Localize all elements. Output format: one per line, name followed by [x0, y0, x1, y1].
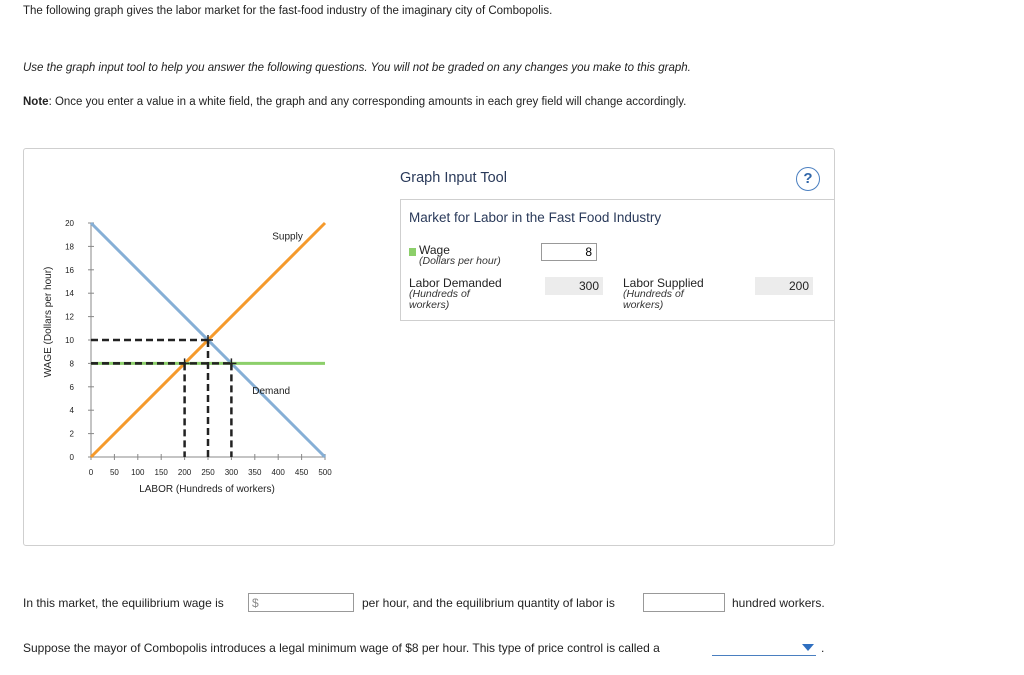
chevron-down-icon [802, 644, 814, 651]
market-title: Market for Labor in the Fast Food Industry [409, 210, 662, 225]
x-tick-label: 500 [318, 468, 332, 477]
x-tick-label: 300 [224, 468, 239, 477]
price-control-dropdown[interactable] [712, 641, 816, 656]
demand-label: Demand [252, 385, 291, 397]
x-tick-label: 250 [201, 468, 215, 477]
labor-supplied-label: Labor Supplied [623, 276, 704, 290]
dollar-sign: $ [252, 596, 259, 610]
wage-color-swatch [409, 248, 416, 256]
x-tick-label: 450 [294, 468, 309, 477]
question2-period: . [821, 641, 825, 655]
wage-label: Wage [419, 243, 450, 257]
question1-part1: In this market, the equilibrium wage is [23, 596, 224, 610]
y-tick-label: 12 [65, 312, 74, 322]
y-tick-label: 0 [69, 453, 74, 462]
note-label: Note [23, 96, 49, 108]
labor-demanded-sub2: workers) [409, 299, 450, 311]
labor-supplied-value: 200 [755, 277, 813, 295]
note-body: : Once you enter a value in a white field, the graph and any corresponding amounts in each grey field will change accordingly. [48, 96, 687, 108]
equilibrium-wage-input[interactable] [248, 593, 354, 612]
y-tick-label: 10 [65, 336, 74, 345]
labor-demanded-value: 300 [545, 277, 603, 295]
wage-sub-label: (Dollars per hour) [419, 255, 501, 267]
x-tick-label: 0 [88, 468, 94, 477]
question2-text: Suppose the mayor of Combopolis introduces a legal minimum wage of $8 per hour. This type of price control is called a [23, 641, 660, 655]
labor-demanded-label-group [409, 278, 502, 311]
intro-text: The following graph gives the labor market for the fast-food industry of the imaginary city of Combopolis. [23, 5, 553, 17]
y-tick-label: 6 [69, 382, 74, 392]
labor-demanded-label: Labor Demanded [409, 276, 502, 290]
graph-input-tool-title: Graph Input Tool [400, 170, 507, 186]
supply-label: Supply [272, 231, 303, 243]
y-tick-label: 2 [69, 429, 74, 439]
question1-part2: per hour, and the equilibrium quantity of labor is [362, 596, 615, 610]
market-box [400, 199, 834, 321]
x-tick-label: 100 [131, 468, 145, 477]
labor-supplied-sub1: (Hundreds of [623, 288, 684, 300]
x-tick-label: 350 [248, 468, 262, 477]
wage-input[interactable] [541, 243, 597, 261]
equilibrium-quantity-input[interactable] [643, 593, 725, 612]
y-tick-label: 4 [69, 406, 74, 416]
labor-demanded-sub1: (Hundreds of [409, 288, 470, 300]
labor-supplied-sub2: workers) [623, 299, 664, 311]
x-tick-label: 200 [177, 468, 192, 477]
y-tick-label: 18 [65, 242, 74, 252]
note-text [23, 96, 686, 108]
graph-panel [23, 148, 835, 546]
y-tick-label: 8 [69, 359, 74, 369]
x-tick-label: 50 [109, 468, 119, 477]
question1-part3: hundred workers. [732, 596, 825, 610]
x-axis-label: LABOR (Hundreds of workers) [139, 484, 275, 495]
labor-supplied-label-group [623, 278, 704, 311]
wage-label-group [419, 245, 501, 267]
instructions-text: Use the graph input tool to help you answer the following questions. You will not be graded on any changes you make to this graph. [23, 62, 691, 74]
y-tick-label: 16 [65, 265, 74, 275]
y-tick-label: 14 [65, 289, 74, 299]
help-icon[interactable]: ? [796, 167, 820, 191]
y-tick-label: 20 [65, 219, 74, 228]
x-tick-label: 150 [154, 468, 168, 477]
y-axis-label: WAGE (Dollars per hour) [43, 266, 54, 378]
x-tick-label: 400 [271, 468, 285, 477]
